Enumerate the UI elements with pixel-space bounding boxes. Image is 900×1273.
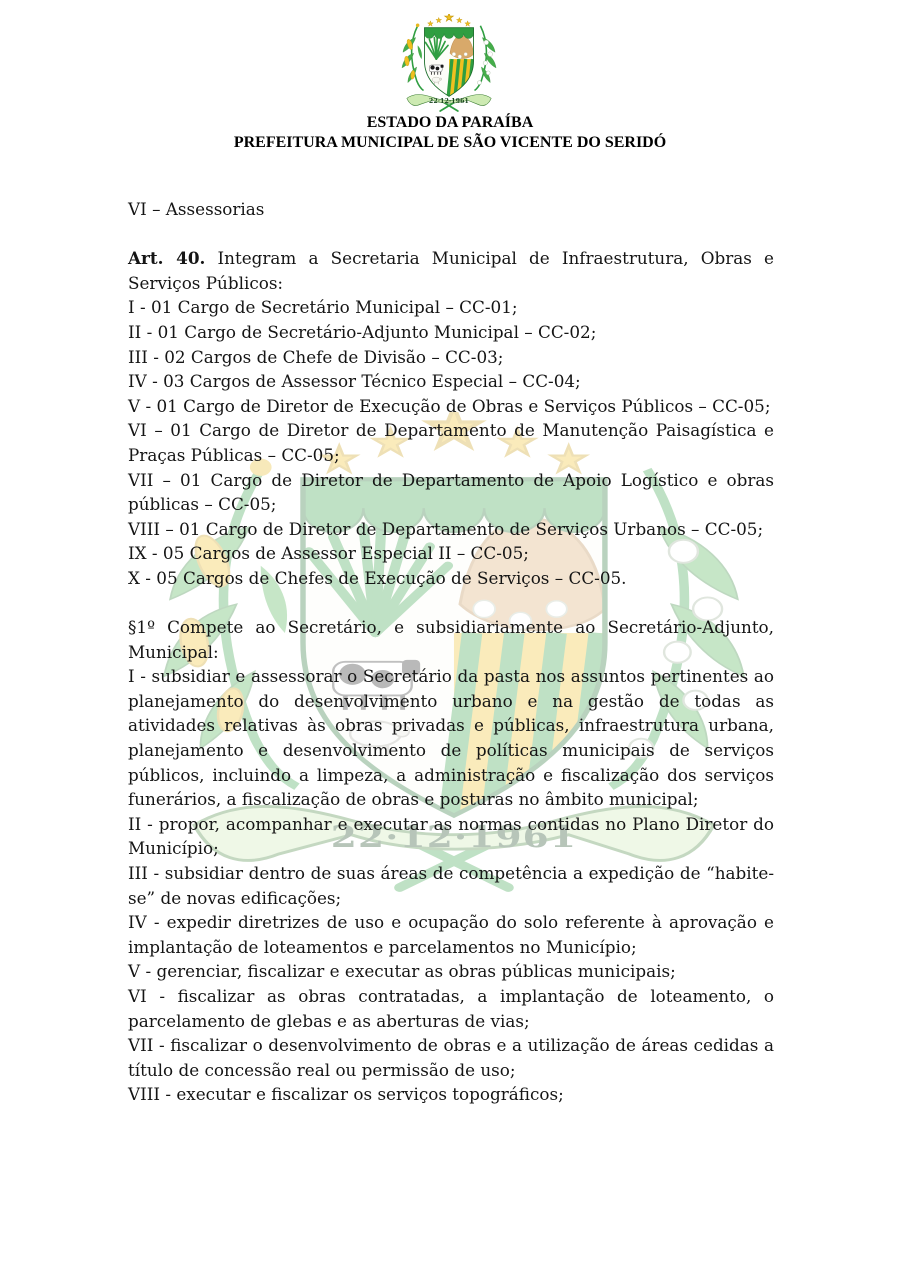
paragraph: IV - 03 Cargos de Assessor Técnico Especial – CC-04; bbox=[128, 371, 581, 392]
paragraph: I - subsidiar e assessorar o Secretário da pasta nos assuntos pertinentes ao planejamento do desenvolvimento urbano e na gestão de todas as atividades relativas às obras privadas e públicas, infraestrutura urbana, planejamento e desenvolvimento de políticas municipais de serviços públicos, incluindo a limpeza, a administração e fiscalização dos serviços funerários, a fiscalização de obras e posturas no âmbito municipal; bbox=[128, 666, 774, 810]
paragraph: VIII – 01 Cargo de Diretor de Departamento de Serviços Urbanos – CC-05; bbox=[128, 518, 764, 539]
paragraph: VII – 01 Cargo de Diretor de Departamento de Apoio Logístico e obras públicas – CC-05; bbox=[128, 469, 774, 515]
paragraph: VII - fiscalizar o desenvolvimento de obras e a utilização de áreas cedidas a título de concessão real ou permissão de uso; bbox=[128, 1035, 774, 1080]
paragraph: II - propor, acompanhar e executar as normas contidas no Plano Diretor do Município; bbox=[128, 813, 774, 859]
paragraph: II - 01 Cargo de Secretário-Adjunto Municipal – CC-02; bbox=[128, 321, 597, 342]
paragraph: IV - expedir diretrizes de uso e ocupação do solo referente à aprovação e implantação de loteamentos e parcelamentos no Município; bbox=[128, 912, 774, 957]
coat-of-arms-icon bbox=[397, 14, 503, 114]
paragraph: VIII - executar e fiscalizar os serviços topográficos; bbox=[128, 1084, 564, 1105]
paragraph: V - 01 Cargo de Diretor de Execução de Obras e Serviços Públicos – CC-05; bbox=[128, 395, 771, 416]
paragraph: X - 05 Cargos de Chefes de Execução de Serviços – CC-05. bbox=[128, 567, 627, 588]
paragraph: VI - fiscalizar as obras contratadas, a implantação de loteamento, o parcelamento de glebas e as aberturas de vias; bbox=[128, 986, 774, 1031]
paragraph: VI – 01 Cargo de Diretor de Departamento de Manutenção Paisagística e Praças Públicas – CC-05; bbox=[128, 420, 774, 465]
section-heading: VI – Assessorias bbox=[128, 199, 265, 219]
paragraph: §1º Compete ao Secretário, e subsidiariamente ao Secretário-Adjunto, Municipal: bbox=[128, 617, 774, 662]
document-body bbox=[128, 246, 774, 1107]
paragraph: V - gerenciar, fiscalizar e executar as obras públicas municipais; bbox=[128, 961, 676, 982]
paragraph: Art. 40. Integram a Secretaria Municipal de Infraestrutura, Obras e Serviços Públicos: bbox=[128, 248, 774, 293]
letterhead-state: ESTADO DA PARAÍBA bbox=[366, 114, 534, 131]
article-number: Art. 40. bbox=[128, 248, 206, 269]
paragraph: III - 02 Cargos de Chefe de Divisão – CC-03; bbox=[128, 346, 504, 367]
letterhead bbox=[0, 113, 900, 152]
paragraph: I - 01 Cargo de Secretário Municipal – CC-01; bbox=[128, 297, 518, 318]
document-content bbox=[128, 197, 774, 1107]
paragraph: III - subsidiar dentro de suas áreas de competência a expedição de “habite-se” de novas edificações; bbox=[128, 863, 774, 908]
paragraph: IX - 05 Cargos de Assessor Especial II – CC-05; bbox=[128, 543, 529, 564]
letterhead-municipality: PREFEITURA MUNICIPAL DE SÃO VICENTE DO SERIDÓ bbox=[233, 133, 667, 151]
